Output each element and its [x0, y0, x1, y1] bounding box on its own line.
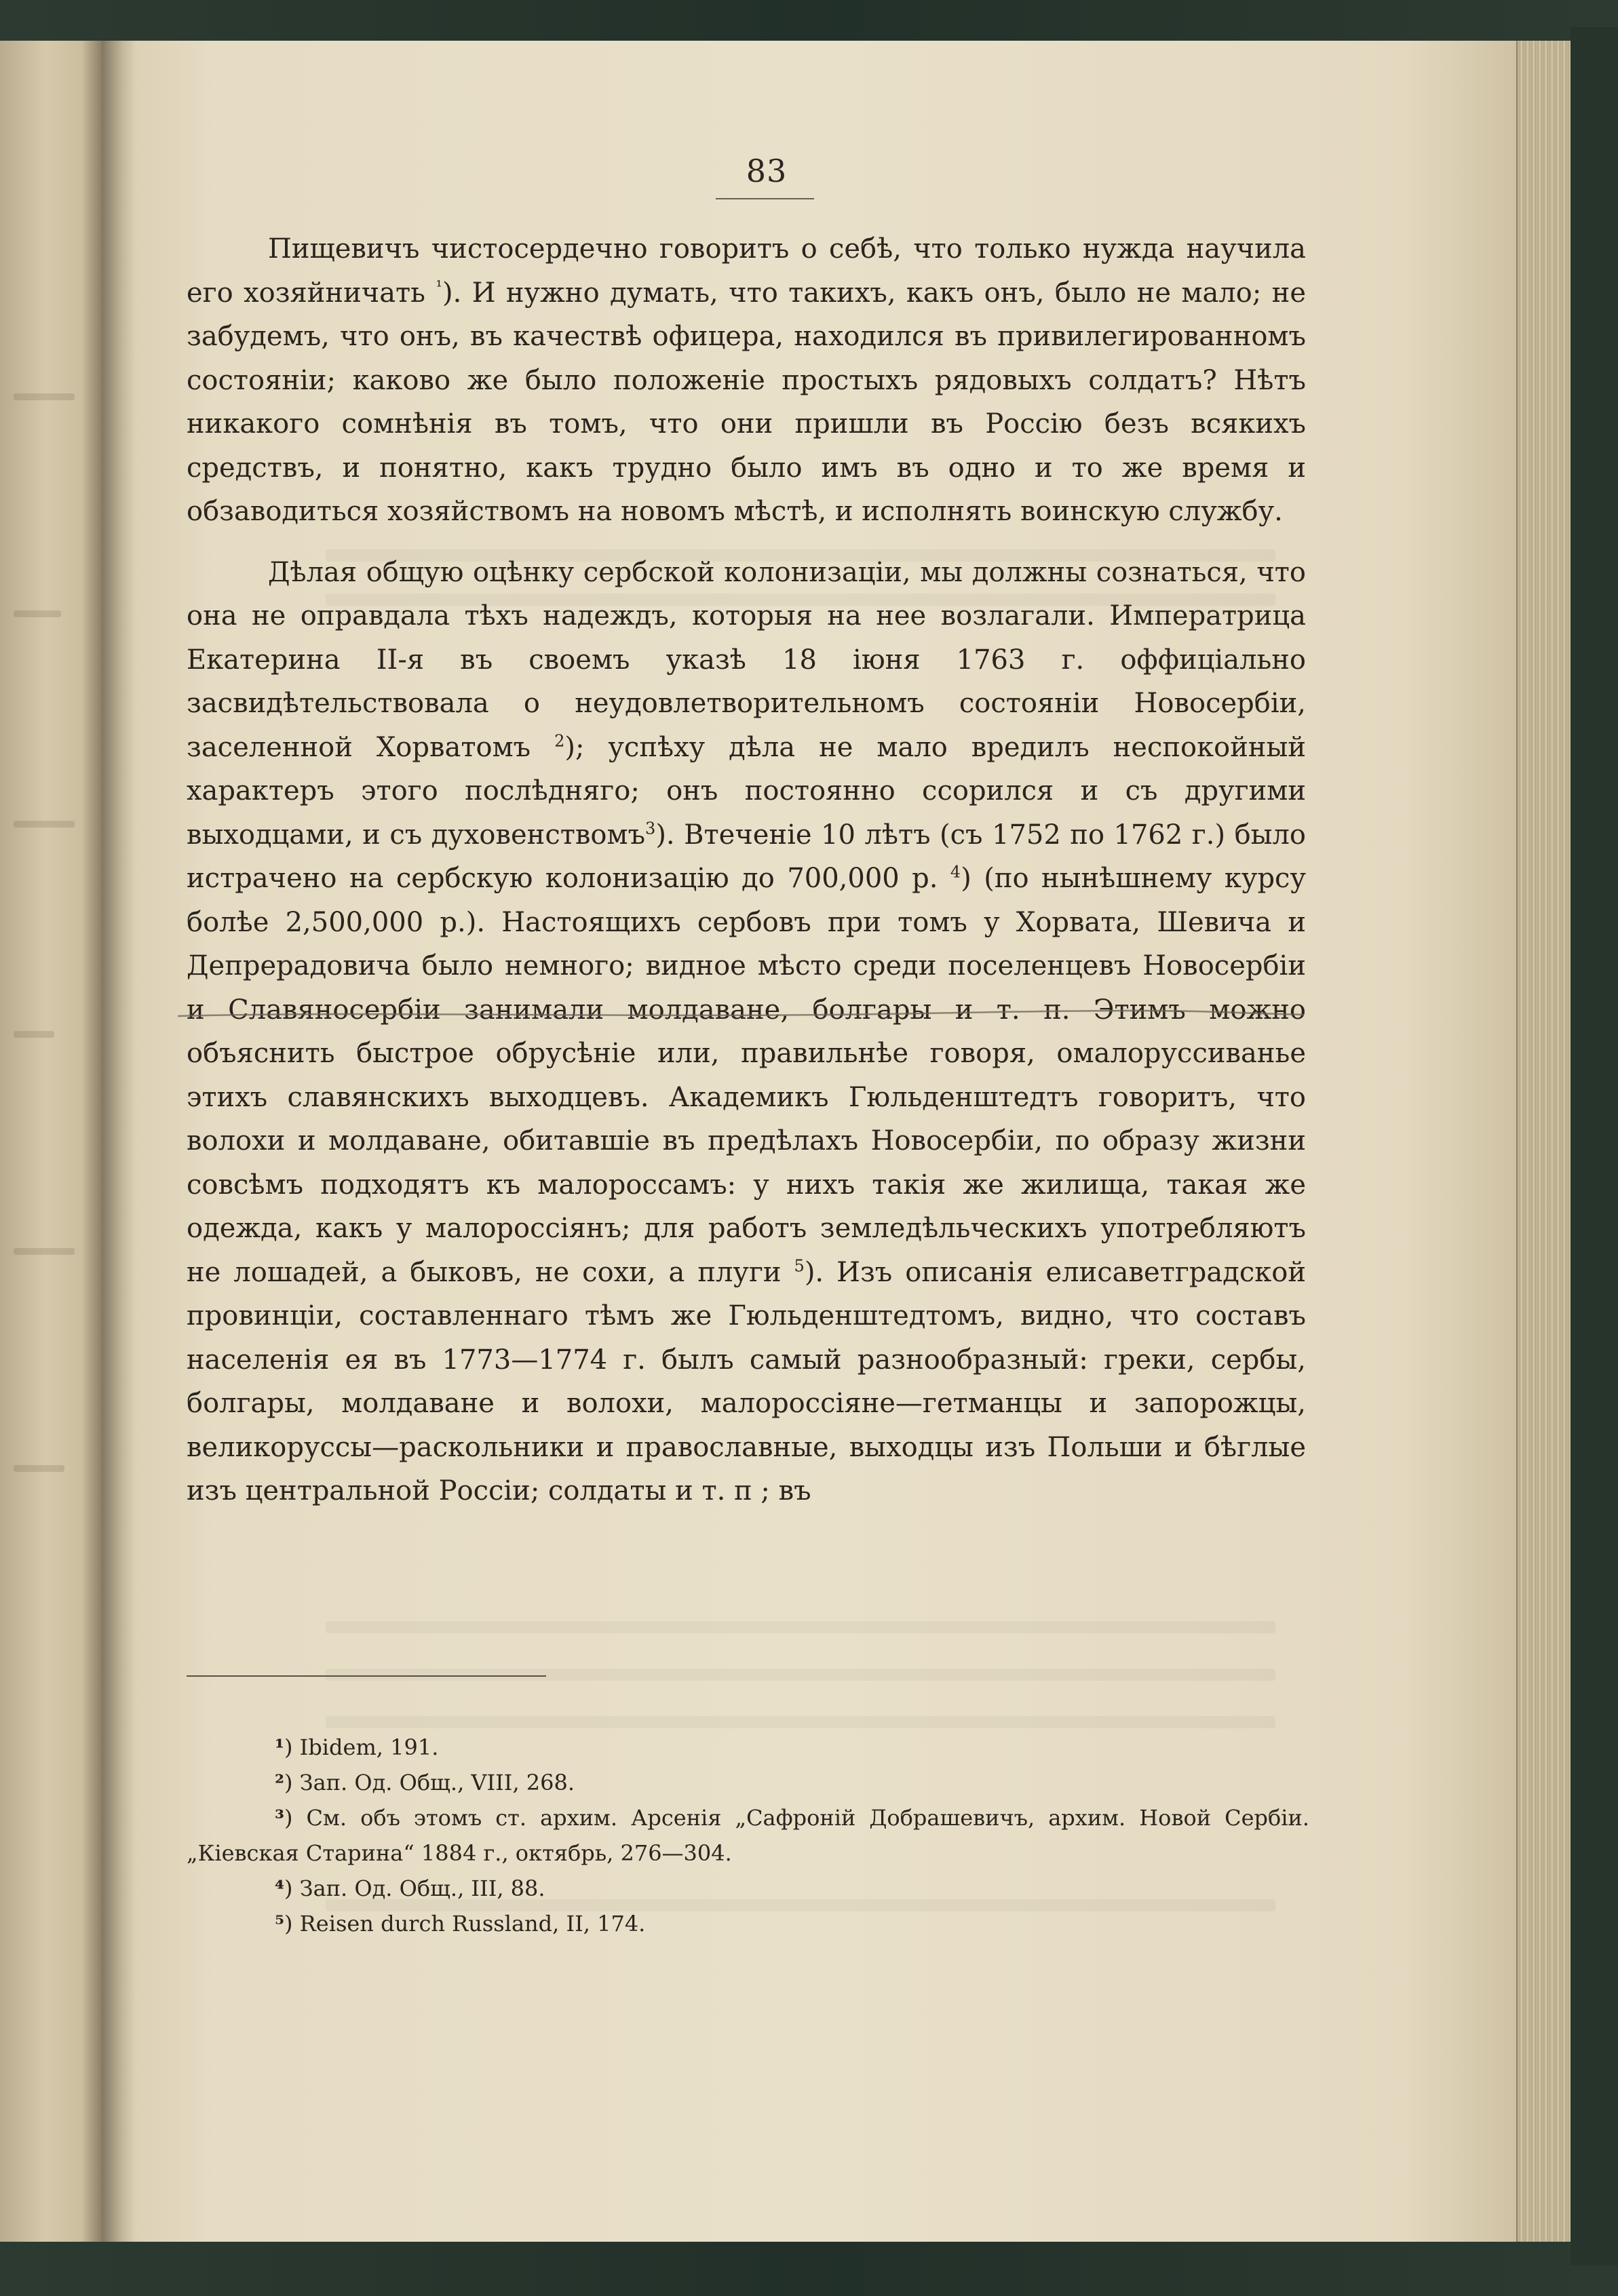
footnote-ref: 2: [554, 731, 565, 751]
footnote-text: ) Reisen durch Russland, II, 174.: [284, 1911, 646, 1937]
paragraph: [187, 551, 1306, 1513]
text-run: Дѣлая общую оцѣнку сербской колонизаціи, мы должны сознаться, что она не оправдала тѣхъ надеждъ, которыя на нее возлагали. Императрица Екатерина II-я въ своемъ указѣ 18 іюня 1763 г. оффиціально засвидѣтельствовала о неудовлетворительномъ состояніи Новосербіи, заселенной Хорватомъ: [187, 556, 1306, 763]
scan-border-right: [1571, 27, 1618, 2265]
previous-page-edge: [0, 41, 104, 2242]
footnote-marker: ¹: [275, 1734, 285, 1760]
text-run: Пищевичъ чистосердечно говоритъ о себѣ, что только нужда научила его хозяйничать: [187, 233, 1306, 309]
footnote: [187, 1871, 1309, 1906]
footnote-ref: 3: [645, 819, 656, 838]
footnote: [187, 1906, 1309, 1941]
footnote-text: ) Ibidem, 191.: [284, 1734, 439, 1760]
text-run: ); успѣху дѣла не мало вредилъ неспокойный характеръ этого послѣдняго; онъ постоянно ссорился и съ другими выходцами, и съ духовенствомъ: [187, 731, 1307, 851]
footnote: [187, 1765, 1309, 1800]
footnote-ref: 4: [950, 862, 961, 882]
footnote-marker: ²: [275, 1770, 285, 1795]
pencil-underline-mark: [178, 1008, 1304, 1021]
footnote-ref: 5: [794, 1256, 805, 1276]
footnote-text: ) Зап. Од. Общ., III, 88.: [284, 1875, 545, 1901]
footnote-text: ) См. объ этомъ ст. архим. Арсенія „Сафроній Добрашевичъ, архим. Новой Сербіи. „Кіевская Старина“ 1884 г., октябрь, 276—304.: [187, 1805, 1309, 1866]
page-number: 83: [746, 153, 788, 189]
body-text: [187, 227, 1306, 1513]
binding-gutter: [102, 41, 136, 2242]
footnote-marker: ⁴: [275, 1875, 285, 1901]
footnote-text: ) Зап. Од. Общ., VIII, 268.: [284, 1770, 575, 1795]
footnote: [187, 1730, 1309, 1765]
paragraph: [187, 227, 1306, 534]
footnotes: [187, 1730, 1309, 1941]
footnote-marker: ⁵: [275, 1911, 285, 1937]
page-number-rule: [716, 198, 814, 199]
footnote-separator: [187, 1675, 546, 1677]
footnote: [187, 1800, 1309, 1871]
text-run: ) (по нынѣшнему курсу болѣе 2,500,000 р.). Настоящихъ сербовъ при томъ у Хорвата, Шевича и Депрерадовича было немного; видное мѣсто среди поселенцевъ Новосербіи и Славяносербіи занимали молдаване, болгары и т. п. Этимъ можно объяснить быстрое обрусѣніе или, правильнѣе говоря, омалоруссиванье этихъ славянскихъ выходцевъ. Академикъ Гюльденштедтъ говоритъ, что волохи и молдаване, обитавшіе въ предѣлахъ Новосербіи, по образу жизни совсѣмъ подходятъ къ малороссамъ: у нихъ такія же жилища, такая же одежда, какъ у малороссіянъ; для работъ земледѣльческихъ употребляютъ не лошадей, а быковъ, не сохи, а плуги: [187, 863, 1306, 1288]
text-run: ). И нужно думать, что такихъ, какъ онъ, было не мало; не забудемъ, что онъ, въ качествѣ офицера, находился въ привилегированномъ состояніи; каково же было положеніе простыхъ рядовыхъ солдатъ? Нѣтъ никакого сомнѣнія въ томъ, что они пришли въ Россію безъ всякихъ средствъ, и понятно, какъ трудно было имъ въ одно и то же время и обзаводиться хозяйствомъ на новомъ мѣстѣ, и исполнять воинскую службу.: [187, 277, 1306, 527]
text-run: ). Втеченіе 10 лѣтъ (съ 1752 по 1762 г.) было истрачено на сербскую колонизацію до 700,000 р.: [187, 819, 1306, 894]
text-run: ). Изъ описанія елисаветградской провинціи, составленнаго тѣмъ же Гюльденштедтомъ, видно, что составъ населенія ея въ 1773—1774 г. былъ самый разнообразный: греки, сербы, болгары, молдаване и волохи, малороссіяне—гетманцы и запорожцы, великоруссы—раскольники и православные, выходцы изъ Польши и бѣглые изъ центральной Россіи; солдаты и т. п ; въ: [187, 1256, 1307, 1506]
footnote-marker: ³: [275, 1805, 285, 1831]
page-stack-edge: [1516, 41, 1572, 2242]
footnote-ref: ¹: [436, 277, 442, 296]
